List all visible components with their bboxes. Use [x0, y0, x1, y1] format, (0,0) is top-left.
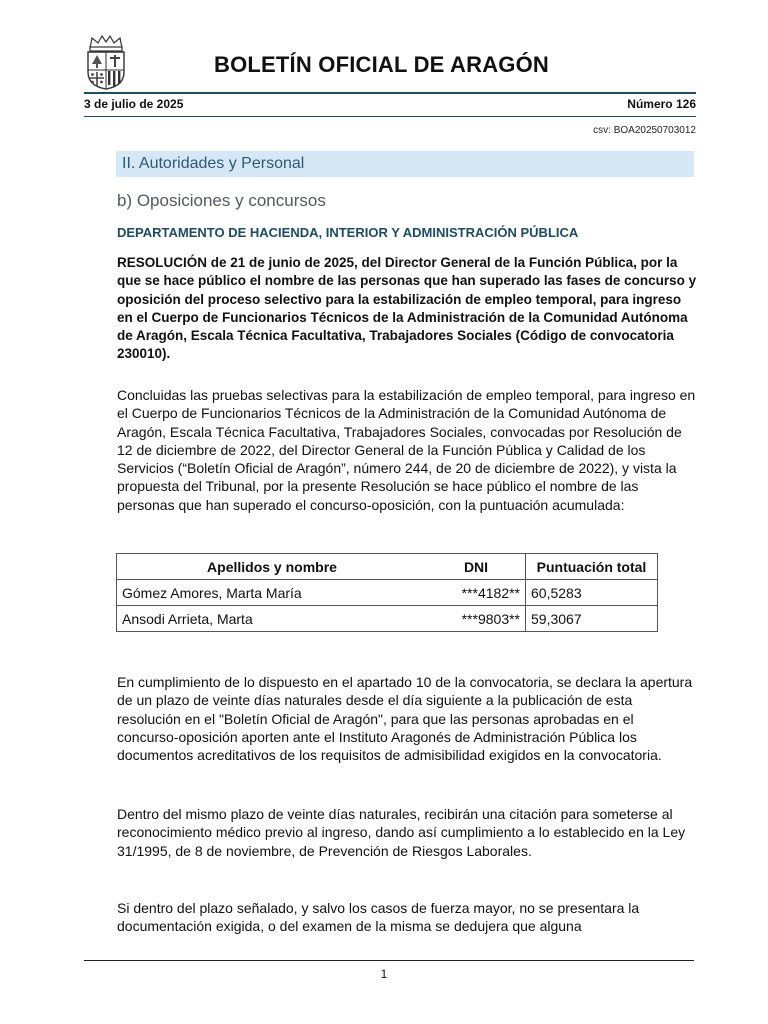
table-row	[117, 606, 658, 632]
deadline-paragraph: En cumplimiento de lo dispuesto en el apartado 10 de la convocatoria, se declara la apertura de un plazo de veinte días naturales desde el día siguiente a la publicación de esta resolución en el "Boletín Oficial de Aragón", para que las personas aprobadas en el concurso-oposición aporten ante el Instituto Aragonés de Administración Pública los documentos acreditativos de los requisitos de admisibilidad exigidos en la convocatoria.	[117, 674, 693, 764]
intro-paragraph: Concluidas las pruebas selectivas para la estabilización de empleo temporal, para ingreso en el Cuerpo de Funcionarios Técnicos de la Administración de la Comunidad Autónoma de Aragón, Escala Técnica Facultativa, Trabajadores Sociales, convocadas por Resolución de 12 de diciembre de 2022, del Director General de la Función Pública y Calidad de los Servicios (“Boletín Oficial de Aragón”, número 244, de 20 de diciembre de 2022), y vista la propuesta del Tribunal, por la presente Resolución se hace público el nombre de las personas que han superado el concurso-oposición, con la puntuación acumulada:	[117, 387, 696, 513]
column-header-score: Puntuación total	[526, 554, 658, 580]
cell-score: 59,3067	[526, 606, 658, 632]
cell-name: Gómez Amores, Marta María	[117, 580, 428, 606]
column-header-name: Apellidos y nombre	[117, 554, 428, 580]
page-header	[84, 34, 696, 92]
section-heading-bar	[116, 151, 694, 177]
column-header-dni: DNI	[427, 554, 526, 580]
cell-dni: ***4182**	[427, 580, 526, 606]
page-title: BOLETÍN OFICIAL DE ARAGÓN	[214, 52, 549, 77]
aragon-coat-of-arms-icon	[84, 34, 128, 90]
footer-divider	[84, 960, 694, 961]
table-header-row	[117, 554, 658, 580]
csv-code: csv: BOA20250703012	[593, 125, 696, 136]
issue-number: Número 126	[627, 97, 696, 111]
cell-name: Ansodi Arrieta, Marta	[117, 606, 428, 632]
cell-dni: ***9803**	[427, 606, 526, 632]
publication-date: 3 de julio de 2025	[84, 97, 184, 111]
page-number: 1	[380, 967, 388, 981]
subsection-heading: b) Oposiciones y concursos	[117, 191, 326, 210]
header-divider	[84, 92, 696, 94]
medical-paragraph: Dentro del mismo plazo de veinte días naturales, recibirán una citación para someterse al reconocimiento médico previo al ingreso, dando así cumplimiento a lo establecido en la Ley 31/1995, de 8 de noviembre, de Prevención de Riesgos Laborales.	[117, 806, 686, 859]
resolution-title: RESOLUCIÓN de 21 de junio de 2025, del Director General de la Función Pública, por la que se hace público el nombre de las personas que han superado las fases de concurso y oposición del proceso selectivo para la estabilización de empleo temporal, para ingreso en el Cuerpo de Funcionarios Técnicos de la Administración de la Comunidad Autónoma de Aragón, Escala Técnica Facultativa, Trabajadores Sociales (Código de convocatoria 230010).	[117, 255, 697, 362]
failure-paragraph: Si dentro del plazo señalado, y salvo los casos de fuerza mayor, no se presentara la documentación exigida, o del examen de la misma se dedujera que alguna	[117, 900, 640, 935]
table-row	[117, 580, 658, 606]
section-heading: II. Autoridades y Personal	[122, 155, 305, 172]
publication-meta	[84, 97, 696, 113]
results-table	[116, 553, 658, 632]
meta-divider	[84, 116, 696, 117]
department-heading: DEPARTAMENTO DE HACIENDA, INTERIOR Y ADMINISTRACIÓN PÚBLICA	[117, 225, 579, 240]
cell-score: 60,5283	[526, 580, 658, 606]
